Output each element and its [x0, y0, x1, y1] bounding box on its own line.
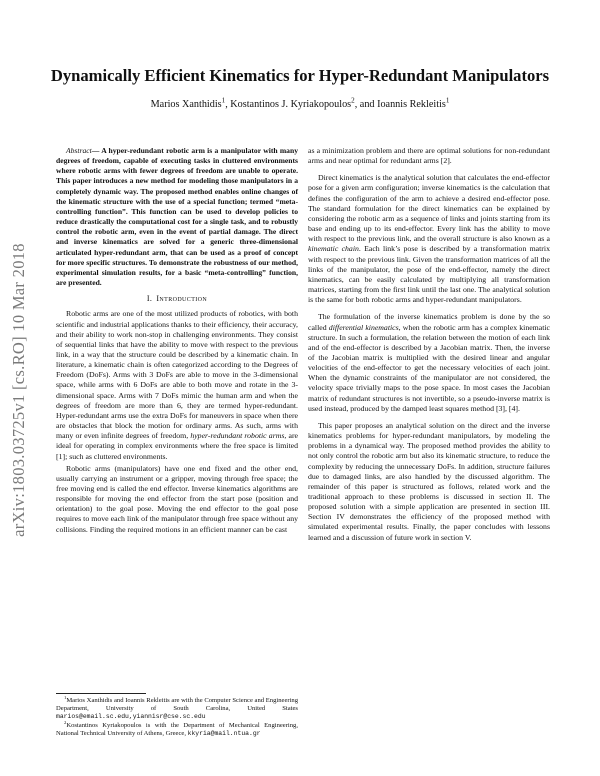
footnotes	[56, 693, 298, 739]
emphasis-text: kinematic chain	[308, 244, 359, 254]
author-name: Marios Xanthidis	[150, 99, 222, 110]
paragraph-text: Direct kinematics is the analytical solution that calculates the end-effector pose for a given arm configuration; inverse kinematics is the calculation that defines the configuration of the arm to achieve a desired end-effector pose. The standard formulation for the direct kinematics can be explained by considering the robotic arm as a sequence of links and joints starting from its base and ending up to its end-effector. Every link has the ability to move with respect to the previous link, and the overall structure is also known as a	[308, 173, 550, 244]
section-heading	[56, 294, 298, 304]
abstract	[56, 146, 298, 288]
footnote-email[interactable]: kkyria@mail.ntua.gr	[187, 730, 261, 738]
section-title: Introduction	[156, 294, 208, 304]
footnote-1	[56, 694, 298, 721]
intro-paragraph-2: Robotic arms (manipulators) have one end fixed and the other end, usually carrying an instrument or a gripper, moving through free space; the free moving end is called the end effector. Inverse kinematics algorithms are responsible for moving the end effector from the start pose (position and orientation) to the goal pose. Moving the end effector to the goal pose requires to move each link of the manipulator through free space without any collisions. Finding the required motions in an efficient manner can be cast	[56, 463, 298, 534]
direct-kinematics-paragraph	[308, 173, 550, 305]
footnote-text: Kostantinos Kyriakopoulos is with the Department of Mechanical Engineering, National Technical University of Athens, Greece,	[56, 722, 298, 738]
paragraph-text: , are ideal for operating in complex environments where the free space is limited [1]; such as cluttered environments.	[56, 431, 299, 461]
author-line	[40, 96, 560, 110]
emphasis-text: hyper-redundant robotic arms	[190, 431, 285, 441]
left-column	[56, 146, 298, 537]
intro-paragraph-1	[56, 309, 298, 461]
author-name: Kostantinos J. Kyriakopoulos	[230, 99, 352, 110]
author-affiliation-mark: 1	[445, 96, 450, 105]
author-name: Ioannis Rekleitis	[377, 99, 446, 110]
paragraph-text: , when the robotic arm has a complex kinematic structure. In such a formulation, the relation between the motion of each link and of the end-effector is described by a Jacobian matrix. Then, the inverse of the Jacobian matrix is multiplied with the desired linear and angular velocities of the end-effector to get the necessary velocities of each joint. When the dynamic constraints of the manipulator are not considered, the velocity space trivially maps to the pose space. In most cases the Jacobian matrix of redundant structures is not invertible, so a pseudo-inverse matrix is used instead, produced by the damped least squares method [3], [4].	[308, 322, 551, 413]
paper-title: Dynamically Efficient Kinematics for Hyper-Redundant Manipulators	[50, 66, 550, 85]
contribution-paragraph: This paper proposes an analytical solution on the direct and the inverse kinematics problems for hyper-redundant manipulators, by modeling the problems in a dynamical way. The proposed method provides the ability to not only control the robotic arm but also its kinematic structure, to reduce the complexity by reducing the unnecessary DoFs. In addition, structure failures due to damaged links, are also handled by the discussed algorithm. The remainder of this paper is structured as follows, related work and the traditional approach to these problems is discussed in section II. The proposed solution with a simple application are presented in section III. Section IV demonstrates the efficiency of the proposed method with simulated experimental results. Finally, the paper concludes with lessons learned and a discussion of future work in section V.	[308, 420, 550, 542]
footnote-rule	[56, 693, 146, 694]
paragraph-text: The formulation of the inverse kinematics problem is done by the so called	[308, 312, 550, 332]
footnote-email[interactable]: marios@email.sc.edu,yiannisr@cse.sc.edu	[56, 713, 206, 721]
abstract-text: A hyper-redundant robotic arm is a manipulator with many degrees of freedom, capable of executing tasks in cluttered environments where robotic arms with fewer degrees of freedom are unable to operate. This paper introduces a new method for modeling those manipulators in a completely dynamic way. The proposed method enables online changes of the kinematic structure with the use of a special function; termed “meta-controlling function”. This function can be used to develop policies to reduce drastically the computational cost for a single task, and to robustly control the robotic arm, even in the event of partial damage. The direct and inverse kinematics are solved for a generic three-dimensional articulated hyper-redundant arm, that can be used as a proof of concept for more specific structures. To demonstrate the robustness of our method, experimental simulation results, for a basic “meta-controlling” function, are presented.	[56, 146, 298, 288]
paragraph-text: Robotic arms are one of the most utilized products of robotics, with both scientific and industrial applications thanks to their efficiency, their accuracy, and their ability to work non-stop in challenging environments. They consist of sequential links that have the ability to move with respect to the previous link, in a way that the structure could be described by a kinematic chain. In literature, a kinematic chain is often categorized according to the Degrees of Freedom (DoFs). Arms with 3 DoFs are able to move in the 3-dimensional space, while arms with 6 DoFs are able to both move and rotate in the 3-dimensional space. Arms with 7 DoFs mimic the human arm and when the degrees of freedom are more than 6, they are termed hyper-redundant. Hyper-redundant arms use the extra DoFs for maneuvers in space when there are obstacles that block the motion for ordinary arms. As such, arms with many or even infinite degrees of freedom,	[56, 309, 298, 441]
inverse-kinematics-paragraph	[308, 312, 550, 414]
footnote-text: Marios Xanthidis and Ioannis Rekleitis are with the Computer Science and Engineering Department, University of South Carolina, United States	[56, 697, 298, 713]
author-affiliation-mark: 2	[351, 96, 355, 105]
footnote-2	[56, 722, 298, 738]
abstract-label: Abstract	[66, 146, 92, 155]
author-separator: , and	[354, 99, 378, 110]
footnote-mark: 1	[64, 694, 67, 700]
author-separator: ,	[225, 99, 231, 110]
paragraph-text: . Each link’s pose is described by a transformation matrix with respect to the previous link. Given the transformation matrices of all the links of the manipulator, the pose of the end-effector, namely the direct kinematics, can be easily calculated by multiplying all transformation matrices, starting from the first link until the last one. The analytical solution is the same for both robotic arms and hyper-redundant manipulators.	[308, 244, 550, 305]
footnote-mark: 2	[64, 720, 67, 726]
continued-paragraph: as a minimization problem and there are optimal solutions for non-redundant arms and near optimal for redundant arms [2].	[308, 146, 550, 166]
author-affiliation-mark: 1	[221, 96, 226, 105]
abstract-dash: —	[91, 146, 102, 155]
arxiv-stamp-text: arXiv:1803.03725v1 [cs.RO] 10 Mar 2018	[9, 243, 28, 537]
emphasis-text: differential kinematics	[328, 322, 399, 332]
right-column	[308, 146, 550, 545]
section-number: I.	[146, 294, 153, 304]
arxiv-stamp	[6, 200, 32, 580]
